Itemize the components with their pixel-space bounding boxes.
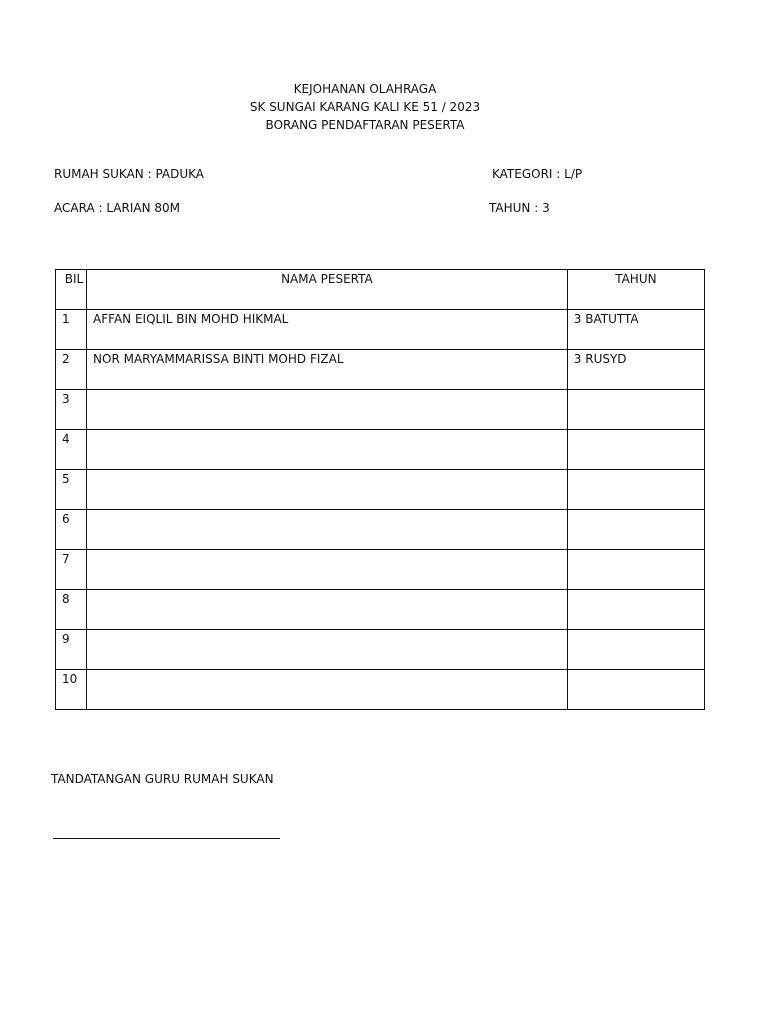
row-tahun-cell xyxy=(567,470,704,510)
row-bil-cell: 5 xyxy=(56,470,87,510)
table-row xyxy=(56,390,705,430)
row-nama-cell xyxy=(87,670,568,710)
row-nama-cell xyxy=(87,470,568,510)
row-bil-cell: 7 xyxy=(56,550,87,590)
row-tahun-cell xyxy=(567,550,704,590)
row-bil-cell: 10 xyxy=(56,670,87,710)
table-row xyxy=(56,630,705,670)
row-bil-cell: 8 xyxy=(56,590,87,630)
table-header-row xyxy=(56,270,705,310)
row-nama-cell xyxy=(87,630,568,670)
signature-line xyxy=(53,838,280,839)
row-bil-cell: 6 xyxy=(56,510,87,550)
row-bil-cell: 1 xyxy=(56,310,87,350)
row-nama-cell xyxy=(87,510,568,550)
participant-table xyxy=(55,269,705,710)
row-nama-cell xyxy=(87,390,568,430)
table-row xyxy=(56,470,705,510)
kategori-field: KATEGORI : L/P xyxy=(492,167,583,181)
table-row xyxy=(56,310,705,350)
participant-table-body xyxy=(56,310,705,710)
row-nama-cell: NOR MARYAMMARISSA BINTI MOHD FIZAL xyxy=(87,350,568,390)
header-bil: BIL xyxy=(56,270,87,310)
row-bil-cell: 3 xyxy=(56,390,87,430)
form-subtitle: BORANG PENDAFTARAN PESERTA xyxy=(265,118,465,132)
row-tahun-cell xyxy=(567,630,704,670)
row-nama-cell xyxy=(87,430,568,470)
row-tahun-cell: 3 RUSYD xyxy=(567,350,704,390)
row-bil-cell: 2 xyxy=(56,350,87,390)
table-row xyxy=(56,430,705,470)
tahun-field: TAHUN : 3 xyxy=(489,201,550,215)
row-tahun-cell: 3 BATUTTA xyxy=(567,310,704,350)
row-tahun-cell xyxy=(567,590,704,630)
row-nama-cell xyxy=(87,550,568,590)
acara-field: ACARA : LARIAN 80M xyxy=(54,201,180,215)
event-title: KEJOHANAN OLAHRAGA xyxy=(293,82,437,96)
row-tahun-cell xyxy=(567,390,704,430)
form-title-block xyxy=(0,80,730,134)
rumah-sukan-field: RUMAH SUKAN : PADUKA xyxy=(54,167,205,181)
school-title: SK SUNGAI KARANG KALI KE 51 / 2023 xyxy=(249,100,481,114)
row-bil-cell: 4 xyxy=(56,430,87,470)
row-nama-cell: AFFAN EIQLIL BIN MOHD HIKMAL xyxy=(87,310,568,350)
table-row xyxy=(56,550,705,590)
header-nama-peserta: NAMA PESERTA xyxy=(87,270,568,310)
row-bil-cell: 9 xyxy=(56,630,87,670)
row-tahun-cell xyxy=(567,430,704,470)
table-row xyxy=(56,350,705,390)
table-row xyxy=(56,590,705,630)
header-tahun: TAHUN xyxy=(567,270,704,310)
table-row xyxy=(56,670,705,710)
row-tahun-cell xyxy=(567,510,704,550)
row-tahun-cell xyxy=(567,670,704,710)
table-row xyxy=(56,510,705,550)
row-nama-cell xyxy=(87,590,568,630)
signature-label: TANDATANGAN GURU RUMAH SUKAN xyxy=(51,772,274,786)
